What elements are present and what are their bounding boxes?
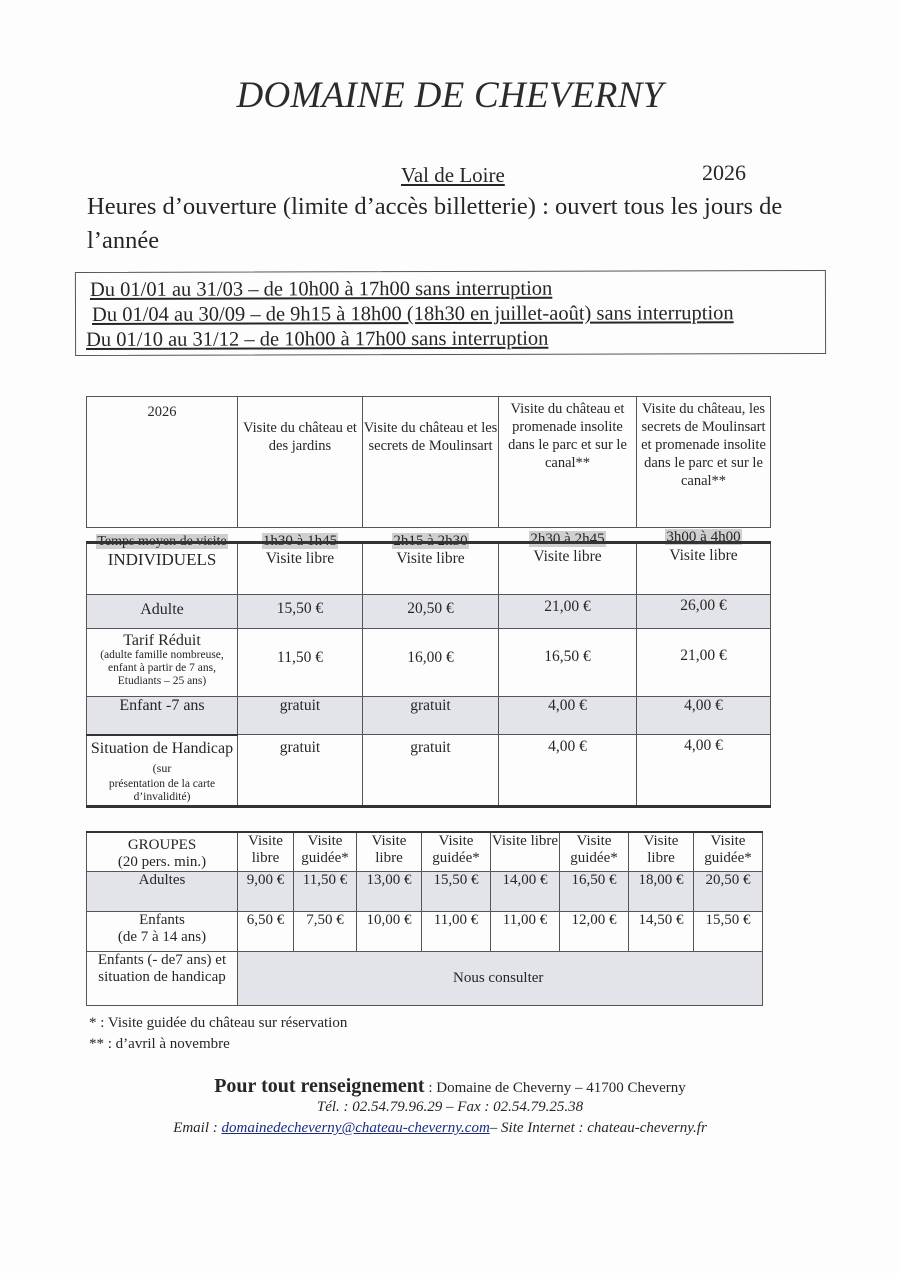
phone-line: Tél. : 02.54.79.96.29 – Fax : 02.54.79.25.38 (316, 1099, 584, 1115)
price-cell: 4,00 € (499, 735, 637, 807)
row-label: Enfant -7 ans (87, 697, 238, 735)
visit-type: Visite guidée* (694, 832, 763, 872)
visit-type: Visite libre (499, 543, 637, 595)
email-line (0, 1120, 890, 1137)
price-cell: 11,00 € (491, 912, 560, 952)
visit-type: Visite libre (238, 832, 294, 872)
price-cell: 11,00 € (422, 912, 491, 952)
region-label: Val de Loire (401, 163, 505, 187)
price-cell: 11,50 € (294, 872, 357, 912)
page-title: DOMAINE DE CHEVERNY (236, 75, 664, 116)
duration-value: 3h00 à 4h00 (666, 529, 741, 545)
visit-name: Visite du château, les secrets de Moulinsart et promenade insolite dans le parc et sur le canal** (637, 397, 771, 528)
duration-label: Temps moyen de visite (97, 534, 227, 549)
price-cell: 4,00 € (637, 697, 771, 735)
groupes-label: GROUPES (127, 837, 197, 853)
email-link[interactable]: domainedecheverny@chateau-cheverny.com (221, 1120, 490, 1136)
price-cell: 10,00 € (357, 912, 422, 952)
visit-name: Visite du château et les secrets de Moulinsart (363, 397, 499, 528)
price-cell: 26,00 € (637, 595, 771, 629)
price-cell: 15,50 € (238, 595, 363, 629)
table-year: 2026 (87, 397, 238, 528)
row-sublabel: présentation de la carte d’invalidité) (108, 777, 216, 803)
price-cell: 11,50 € (238, 629, 363, 697)
row-label: Enfants (- de7 ans) et situation de handicap (87, 952, 238, 1006)
visit-name: Visite du château et promenade insolite dans le parc et sur le canal** (499, 397, 637, 528)
opening-hours-line: Du 01/04 au 30/09 – de 9h15 à 18h00 (18h30 en juillet-août) sans interruption (91, 302, 734, 326)
price-cell: 9,00 € (238, 872, 294, 912)
visit-type: Visite libre (238, 543, 363, 595)
price-cell: 21,00 € (499, 595, 637, 629)
price-cell: 13,00 € (357, 872, 422, 912)
consult-cell: Nous consulter (238, 952, 763, 1006)
price-cell: 4,00 € (637, 735, 771, 807)
price-cell: 6,50 € (238, 912, 294, 952)
individuels-label: INDIVIDUELS (87, 543, 238, 595)
row-label: Situation de Handicap (90, 739, 234, 757)
visit-type: Visite guidée* (422, 832, 491, 872)
row-label: Enfants (139, 912, 185, 928)
opening-hours-title: Heures d’ouverture (limite d’accès billetterie) : ouvert tous les jours de l’année (87, 193, 783, 254)
table-row (87, 595, 771, 629)
footnote: ** : d’avril à novembre (89, 1036, 230, 1052)
price-cell: gratuit (363, 697, 499, 735)
row-sublabel: (adulte famille nombreuse, enfant à partir de 7 ans, Etudiants – 25 ans) (100, 649, 224, 687)
visit-type: Visite libre (637, 543, 771, 595)
year-label: 2026 (702, 160, 746, 185)
row-label: Adulte (87, 595, 238, 629)
visit-type: Visite guidée* (294, 832, 357, 872)
table-row (87, 872, 763, 912)
price-cell: 21,00 € (637, 629, 771, 697)
groupes-sublabel: (20 pers. min.) (117, 854, 207, 870)
price-cell: 20,50 € (363, 595, 499, 629)
opening-hours-line: Du 01/10 au 31/12 – de 10h00 à 17h00 sans interruption (86, 327, 549, 351)
row-label-note: (sur (152, 760, 172, 775)
price-cell: 7,50 € (294, 912, 357, 952)
row-label: Tarif Réduit (123, 632, 201, 649)
price-cell: 16,50 € (560, 872, 629, 912)
contact-address: : Domaine de Cheverny – 41700 Cheverny (424, 1080, 686, 1096)
price-cell: 15,50 € (422, 872, 491, 912)
table-row (87, 629, 771, 697)
individual-prices-table (86, 541, 771, 808)
price-cell: 12,00 € (560, 912, 629, 952)
contact-line (0, 1075, 900, 1098)
website-text: – Site Internet : chateau-cheverny.fr (489, 1120, 707, 1136)
table-row (87, 952, 763, 1006)
price-cell: 4,00 € (499, 697, 637, 735)
visits-header-table (86, 396, 771, 550)
visit-type: Visite libre (357, 832, 422, 872)
table-row (87, 912, 763, 952)
price-cell: 15,50 € (694, 912, 763, 952)
duration-value: 2h30 à 2h45 (530, 531, 605, 547)
opening-hours-box (75, 270, 826, 356)
price-cell: gratuit (363, 735, 499, 807)
price-cell: gratuit (238, 697, 363, 735)
visit-type: Visite libre (629, 832, 694, 872)
email-label: Email : (173, 1120, 222, 1136)
table-row (87, 735, 771, 807)
price-cell: 14,00 € (491, 872, 560, 912)
row-label: Adultes (87, 872, 238, 912)
price-cell: 16,00 € (363, 629, 499, 697)
price-cell: 18,00 € (629, 872, 694, 912)
duration-value: 1h30 à 1h45 (262, 533, 338, 549)
table-row (87, 697, 771, 735)
visit-type: Visite libre (363, 543, 499, 595)
price-cell: 14,50 € (629, 912, 694, 952)
visit-type: Visite libre (491, 832, 560, 872)
group-prices-table (86, 831, 763, 1006)
footnote: * : Visite guidée du château sur réservation (89, 1015, 348, 1031)
opening-hours-line: Du 01/01 au 31/03 – de 10h00 à 17h00 sans interruption (89, 277, 553, 301)
price-cell: 16,50 € (499, 629, 637, 697)
contact-lead: Pour tout renseignement (214, 1075, 425, 1097)
price-cell: gratuit (238, 735, 363, 807)
visit-type: Visite guidée* (560, 832, 629, 872)
duration-value: 2h15 à 2h30 (393, 533, 468, 549)
visit-name: Visite du château et des jardins (238, 397, 363, 528)
price-cell: 20,50 € (694, 872, 763, 912)
row-sublabel: (de 7 à 14 ans) (117, 929, 207, 945)
